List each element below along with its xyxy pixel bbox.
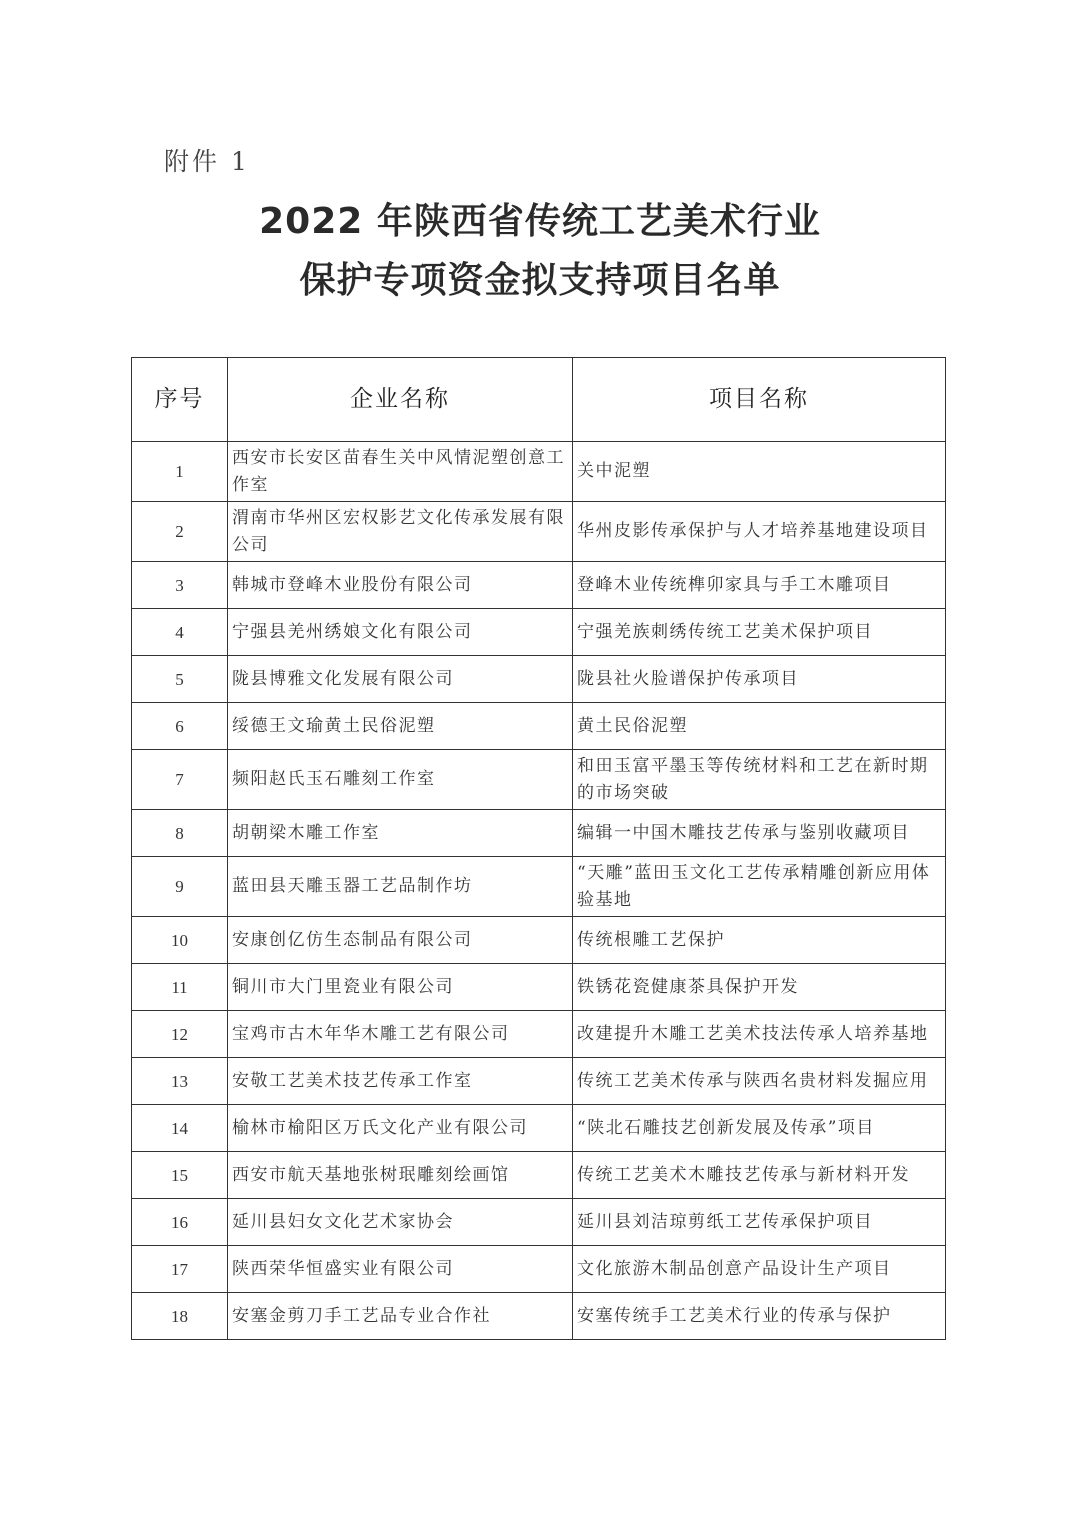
table-row (132, 750, 946, 810)
project-name-cell: 编辑一中国木雕技艺传承与鉴别收藏项目 (573, 810, 946, 857)
table-row (132, 442, 946, 502)
serial-number-cell: 18 (132, 1293, 228, 1340)
project-name-cell: 登峰木业传统榫卯家具与手工木雕项目 (573, 562, 946, 609)
serial-number-cell: 11 (132, 964, 228, 1011)
company-name-cell: 渭南市华州区宏权影艺文化传承发展有限公司 (228, 502, 573, 562)
serial-number-cell: 9 (132, 857, 228, 917)
company-name-cell: 安敬工艺美术技艺传承工作室 (228, 1058, 573, 1105)
serial-number-cell: 3 (132, 562, 228, 609)
project-name-cell: 传统根雕工艺保护 (573, 917, 946, 964)
project-name-cell: 改建提升木雕工艺美术技法传承人培养基地 (573, 1011, 946, 1058)
company-name-cell: 西安市长安区苗春生关中风情泥塑创意工作室 (228, 442, 573, 502)
company-name-cell: 宝鸡市古木年华木雕工艺有限公司 (228, 1011, 573, 1058)
company-name-cell: 西安市航天基地张树珉雕刻绘画馆 (228, 1152, 573, 1199)
table-row (132, 1152, 946, 1199)
attachment-label: 附件 1 (164, 147, 250, 176)
serial-number-cell: 13 (132, 1058, 228, 1105)
project-name-cell: 华州皮影传承保护与人才培养基地建设项目 (573, 502, 946, 562)
serial-number-cell: 1 (132, 442, 228, 502)
table-row (132, 1058, 946, 1105)
table-row (132, 656, 946, 703)
serial-number-cell: 4 (132, 609, 228, 656)
project-name-cell: 安塞传统手工艺美术行业的传承与保护 (573, 1293, 946, 1340)
company-name-cell: 蓝田县天雕玉器工艺品制作坊 (228, 857, 573, 917)
serial-number-cell: 17 (132, 1246, 228, 1293)
company-name-cell: 安康创亿仿生态制品有限公司 (228, 917, 573, 964)
company-name-cell: 绥德王文瑜黄土民俗泥塑 (228, 703, 573, 750)
project-name-cell: 陇县社火脸谱保护传承项目 (573, 656, 946, 703)
serial-number-cell: 6 (132, 703, 228, 750)
project-list-table (131, 357, 946, 1340)
company-name-cell: 陕西荣华恒盛实业有限公司 (228, 1246, 573, 1293)
serial-number-cell: 2 (132, 502, 228, 562)
table-row (132, 1105, 946, 1152)
table-row (132, 964, 946, 1011)
serial-number-cell: 10 (132, 917, 228, 964)
table-row (132, 810, 946, 857)
table-row (132, 703, 946, 750)
project-name-cell: 宁强羌族刺绣传统工艺美术保护项目 (573, 609, 946, 656)
company-name-cell: 铜川市大门里瓷业有限公司 (228, 964, 573, 1011)
project-name-cell: “天雕”蓝田玉文化工艺传承精雕创新应用体验基地 (573, 857, 946, 917)
serial-number-cell: 12 (132, 1011, 228, 1058)
project-name-cell: 铁锈花瓷健康茶具保护开发 (573, 964, 946, 1011)
serial-number-cell: 14 (132, 1105, 228, 1152)
company-name-cell: 安塞金剪刀手工艺品专业合作社 (228, 1293, 573, 1340)
table-row (132, 1199, 946, 1246)
company-name-cell: 榆林市榆阳区万氏文化产业有限公司 (228, 1105, 573, 1152)
project-name-cell: 传统工艺美术传承与陕西名贵材料发掘应用 (573, 1058, 946, 1105)
project-name-cell: “陕北石雕技艺创新发展及传承”项目 (573, 1105, 946, 1152)
document-title-line-2: 保护专项资金拟支持项目名单 (299, 260, 781, 301)
company-name-cell: 频阳赵氏玉石雕刻工作室 (228, 750, 573, 810)
header-company-name: 企业名称 (228, 358, 573, 442)
project-name-cell: 和田玉富平墨玉等传统材料和工艺在新时期的市场突破 (573, 750, 946, 810)
serial-number-cell: 15 (132, 1152, 228, 1199)
header-serial-number: 序号 (132, 358, 228, 442)
table-row (132, 609, 946, 656)
project-name-cell: 关中泥塑 (573, 442, 946, 502)
serial-number-cell: 16 (132, 1199, 228, 1246)
table-row (132, 857, 946, 917)
company-name-cell: 韩城市登峰木业股份有限公司 (228, 562, 573, 609)
company-name-cell: 延川县妇女文化艺术家协会 (228, 1199, 573, 1246)
project-name-cell: 文化旅游木制品创意产品设计生产项目 (573, 1246, 946, 1293)
project-name-cell: 延川县刘洁琼剪纸工艺传承保护项目 (573, 1199, 946, 1246)
header-project-name: 项目名称 (573, 358, 946, 442)
company-name-cell: 胡朝梁木雕工作室 (228, 810, 573, 857)
project-name-cell: 传统工艺美术木雕技艺传承与新材料开发 (573, 1152, 946, 1199)
table-row (132, 917, 946, 964)
table-header-row (132, 358, 946, 442)
document-title-line-1: 2022 年陕西省传统工艺美术行业 (259, 201, 821, 242)
company-name-cell: 宁强县羌州绣娘文化有限公司 (228, 609, 573, 656)
serial-number-cell: 8 (132, 810, 228, 857)
company-name-cell: 陇县博雅文化发展有限公司 (228, 656, 573, 703)
table-row (132, 1011, 946, 1058)
table-row (132, 1293, 946, 1340)
table-row (132, 1246, 946, 1293)
serial-number-cell: 5 (132, 656, 228, 703)
project-name-cell: 黄土民俗泥塑 (573, 703, 946, 750)
table-row (132, 502, 946, 562)
serial-number-cell: 7 (132, 750, 228, 810)
table-row (132, 562, 946, 609)
